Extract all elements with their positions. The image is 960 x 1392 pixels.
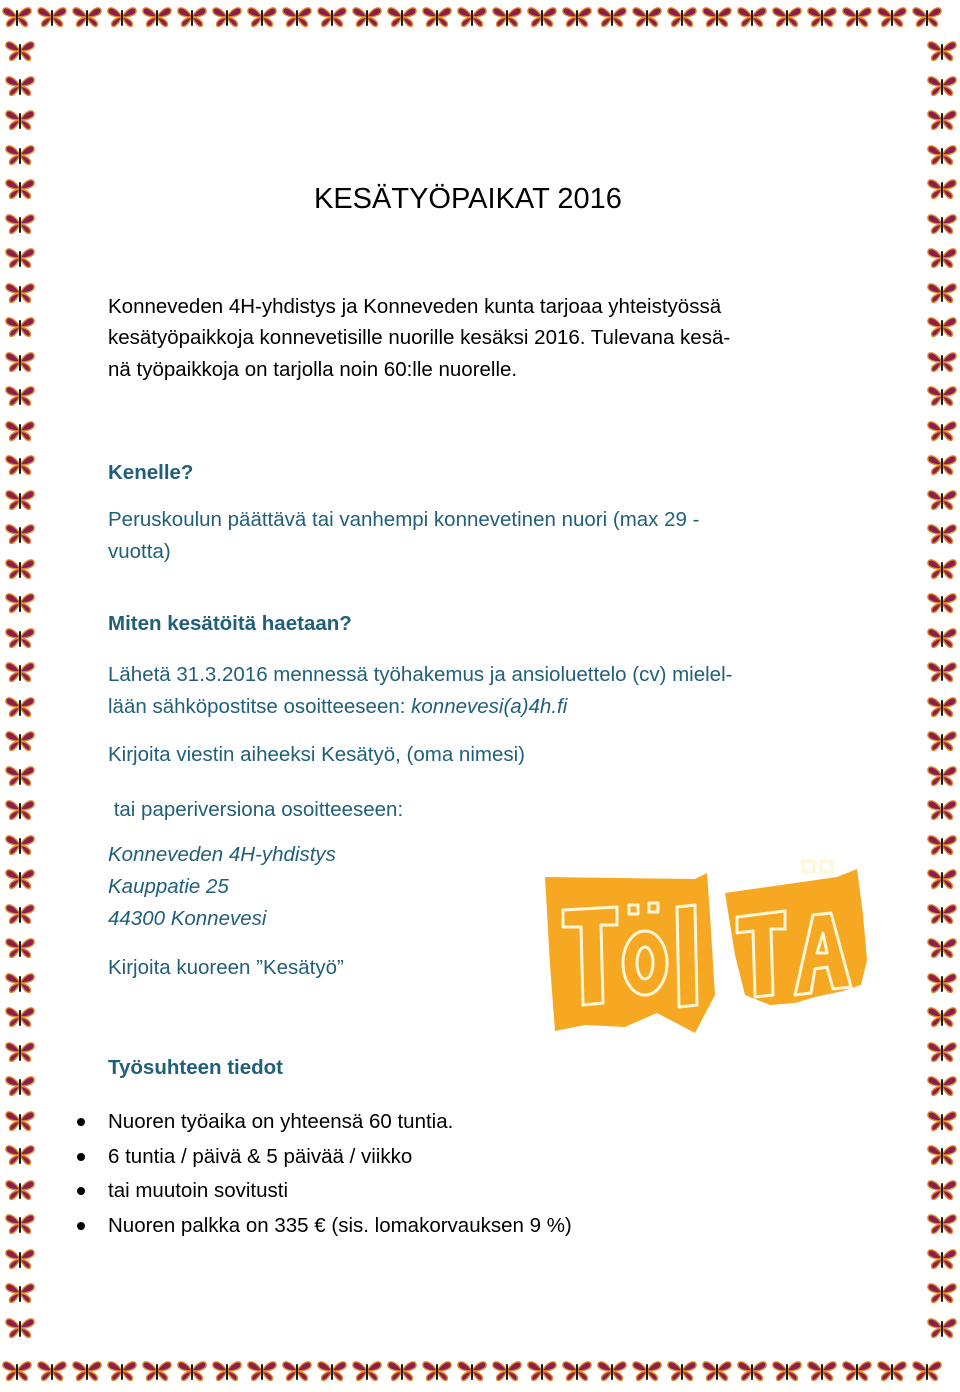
butterfly-icon xyxy=(5,1075,35,1097)
butterfly-icon xyxy=(5,282,35,304)
butterfly-icon xyxy=(422,6,452,28)
butterfly-icon xyxy=(5,489,35,511)
butterfly-icon xyxy=(247,6,277,28)
butterfly-icon xyxy=(5,868,35,890)
butterfly-border-top xyxy=(0,0,960,40)
who-line-1: Peruskoulun päättävä tai vanhempi konnevetinen nuori (max 29 - xyxy=(108,508,700,531)
butterfly-icon xyxy=(5,454,35,476)
butterfly-icon xyxy=(527,1360,557,1382)
butterfly-icon xyxy=(352,6,382,28)
butterfly-icon xyxy=(5,661,35,683)
butterfly-icon xyxy=(37,6,67,28)
list-item-text: Nuoren palkka on 335 € (sis. lomakorvauksen 9 %) xyxy=(108,1213,572,1237)
butterfly-icon xyxy=(927,1006,957,1028)
butterfly-icon xyxy=(927,420,957,442)
butterfly-icon xyxy=(5,1006,35,1028)
butterfly-icon xyxy=(72,1360,102,1382)
butterfly-icon xyxy=(927,1075,957,1097)
butterfly-icon xyxy=(5,40,35,62)
who-heading: Kenelle? xyxy=(108,461,194,484)
butterfly-icon xyxy=(597,6,627,28)
bullet-icon xyxy=(77,1118,85,1126)
who-line-2: vuotta) xyxy=(108,540,171,563)
employment-list xyxy=(108,1105,572,1243)
butterfly-icon xyxy=(927,40,957,62)
address-street: Kauppatie 25 xyxy=(108,875,229,898)
butterfly-icon xyxy=(927,1110,957,1132)
butterfly-icon xyxy=(107,6,137,28)
butterfly-icon xyxy=(5,1179,35,1201)
butterfly-icon xyxy=(492,6,522,28)
intro-line-3: nä työpaikkoja on tarjolla noin 60:lle nuorelle. xyxy=(108,358,518,381)
butterfly-icon xyxy=(457,1360,487,1382)
butterfly-icon xyxy=(177,6,207,28)
butterfly-icon xyxy=(807,1360,837,1382)
list-item xyxy=(108,1105,572,1140)
butterfly-icon xyxy=(5,213,35,235)
butterfly-icon xyxy=(5,730,35,752)
butterfly-icon xyxy=(5,1317,35,1339)
apply-line-2-text: lään sähköpostitse osoitteeseen: xyxy=(108,695,412,718)
employment-heading: Työsuhteen tiedot xyxy=(108,1056,284,1079)
butterfly-icon xyxy=(5,178,35,200)
butterfly-icon xyxy=(5,1213,35,1235)
butterfly-border-right xyxy=(922,0,960,1389)
butterfly-icon xyxy=(807,6,837,28)
butterfly-icon xyxy=(5,834,35,856)
butterfly-icon xyxy=(927,316,957,338)
butterfly-icon xyxy=(107,1360,137,1382)
butterfly-icon xyxy=(5,1110,35,1132)
bullet-icon xyxy=(77,1153,85,1161)
butterfly-icon xyxy=(927,937,957,959)
butterfly-border-bottom xyxy=(0,1352,960,1392)
list-item-text: Nuoren työaika on yhteensä 60 tuntia. xyxy=(108,1110,454,1133)
butterfly-icon xyxy=(352,1360,382,1382)
butterfly-icon xyxy=(5,592,35,614)
butterfly-icon xyxy=(247,1360,277,1382)
butterfly-icon xyxy=(5,972,35,994)
butterfly-icon xyxy=(5,75,35,97)
butterfly-icon xyxy=(927,1317,957,1339)
butterfly-icon xyxy=(5,1144,35,1166)
butterfly-icon xyxy=(927,282,957,304)
butterfly-icon xyxy=(667,6,697,28)
intro-line-2: kesätyöpaikkoja konnevetisille nuorille kesäksi 2016. Tulevana kesä- xyxy=(108,326,731,349)
butterfly-border-left xyxy=(0,0,40,1389)
butterfly-icon xyxy=(282,6,312,28)
butterfly-icon xyxy=(927,627,957,649)
butterfly-icon xyxy=(212,1360,242,1382)
butterfly-icon xyxy=(632,6,662,28)
butterfly-icon xyxy=(927,1179,957,1201)
butterfly-icon xyxy=(772,6,802,28)
butterfly-icon xyxy=(5,937,35,959)
butterfly-icon xyxy=(142,6,172,28)
butterfly-icon xyxy=(927,489,957,511)
butterfly-icon xyxy=(5,799,35,821)
butterfly-icon xyxy=(177,1360,207,1382)
butterfly-icon xyxy=(927,730,957,752)
page-title: KESÄTYÖPAIKAT 2016 xyxy=(314,183,622,215)
butterfly-icon xyxy=(842,6,872,28)
butterfly-icon xyxy=(5,765,35,787)
butterfly-icon xyxy=(927,351,957,373)
butterfly-icon xyxy=(927,1144,957,1166)
butterfly-icon xyxy=(927,765,957,787)
butterfly-icon xyxy=(5,903,35,925)
butterfly-icon xyxy=(772,1360,802,1382)
bullet-icon xyxy=(77,1222,85,1230)
butterfly-icon xyxy=(5,696,35,718)
butterfly-icon xyxy=(387,6,417,28)
address-name: Konneveden 4H-yhdistys xyxy=(108,843,336,866)
butterfly-icon xyxy=(5,316,35,338)
butterfly-icon xyxy=(927,972,957,994)
butterfly-icon xyxy=(72,6,102,28)
list-item xyxy=(108,1209,572,1244)
intro-line-1: Konneveden 4H-yhdistys ja Konneveden kunta tarjoaa yhteistyössä xyxy=(108,295,722,318)
butterfly-icon xyxy=(927,178,957,200)
butterfly-icon xyxy=(5,351,35,373)
butterfly-icon xyxy=(422,1360,452,1382)
list-item-text: 6 tuntia / päivä & 5 päivää / viikko xyxy=(108,1144,413,1168)
butterfly-icon xyxy=(927,109,957,131)
butterfly-icon xyxy=(667,1360,697,1382)
butterfly-icon xyxy=(457,6,487,28)
butterfly-icon xyxy=(282,1360,312,1382)
butterfly-icon xyxy=(5,109,35,131)
butterfly-icon xyxy=(927,247,957,269)
butterfly-icon xyxy=(5,1248,35,1270)
butterfly-icon xyxy=(737,6,767,28)
butterfly-icon xyxy=(927,834,957,856)
apply-heading: Miten kesätöitä haetaan? xyxy=(108,612,352,635)
list-item xyxy=(108,1174,572,1209)
butterfly-icon xyxy=(212,6,242,28)
butterfly-icon xyxy=(562,6,592,28)
apply-line-1: Lähetä 31.3.2016 mennessä työhakemus ja ansioluettelo (cv) mielel- xyxy=(108,663,733,686)
butterfly-icon xyxy=(37,1360,67,1382)
butterfly-icon xyxy=(927,75,957,97)
butterfly-icon xyxy=(927,558,957,580)
butterfly-icon xyxy=(927,144,957,166)
butterfly-icon xyxy=(927,592,957,614)
butterfly-icon xyxy=(387,1360,417,1382)
butterfly-icon xyxy=(5,558,35,580)
butterfly-icon xyxy=(927,523,957,545)
butterfly-icon xyxy=(927,799,957,821)
butterfly-icon xyxy=(562,1360,592,1382)
apply-line-2 xyxy=(108,692,567,722)
butterfly-icon xyxy=(492,1360,522,1382)
list-item-text: tai muutoin sovitusti xyxy=(108,1179,289,1202)
butterfly-icon xyxy=(842,1360,872,1382)
butterfly-icon xyxy=(702,1360,732,1382)
butterfly-icon xyxy=(702,6,732,28)
apply-email: konnevesi(a)4h.fi xyxy=(411,695,568,718)
butterfly-icon xyxy=(5,385,35,407)
butterfly-icon xyxy=(5,627,35,649)
butterfly-icon xyxy=(877,6,907,28)
butterfly-icon xyxy=(927,385,957,407)
butterfly-icon xyxy=(927,1282,957,1304)
butterfly-icon xyxy=(927,868,957,890)
butterfly-icon xyxy=(317,1360,347,1382)
address-city: 44300 Konnevesi xyxy=(108,907,267,930)
butterfly-icon xyxy=(5,523,35,545)
butterfly-icon xyxy=(927,454,957,476)
butterfly-icon xyxy=(5,420,35,442)
butterfly-icon xyxy=(5,1041,35,1063)
subject-line: Kirjoita viestin aiheeksi Kesätyö, (oma nimesi) xyxy=(108,743,525,766)
butterfly-icon xyxy=(927,213,957,235)
list-item xyxy=(108,1140,572,1175)
paper-line: tai paperiversiona osoitteeseen: xyxy=(108,798,404,821)
butterfly-icon xyxy=(317,6,347,28)
butterfly-icon xyxy=(737,1360,767,1382)
butterfly-icon xyxy=(142,1360,172,1382)
butterfly-icon xyxy=(927,661,957,683)
toita-logo xyxy=(545,855,870,1035)
butterfly-icon xyxy=(5,247,35,269)
butterfly-icon xyxy=(877,1360,907,1382)
bullet-icon xyxy=(77,1187,85,1195)
butterfly-icon xyxy=(927,696,957,718)
butterfly-icon xyxy=(527,6,557,28)
butterfly-icon xyxy=(5,1282,35,1304)
butterfly-icon xyxy=(927,1248,957,1270)
logo-shapes xyxy=(545,861,867,1033)
butterfly-icon xyxy=(597,1360,627,1382)
butterfly-icon xyxy=(632,1360,662,1382)
butterfly-icon xyxy=(927,1041,957,1063)
envelope-line: Kirjoita kuoreen ”Kesätyö” xyxy=(108,956,344,979)
butterfly-icon xyxy=(927,903,957,925)
butterfly-icon xyxy=(927,1213,957,1235)
butterfly-icon xyxy=(5,144,35,166)
